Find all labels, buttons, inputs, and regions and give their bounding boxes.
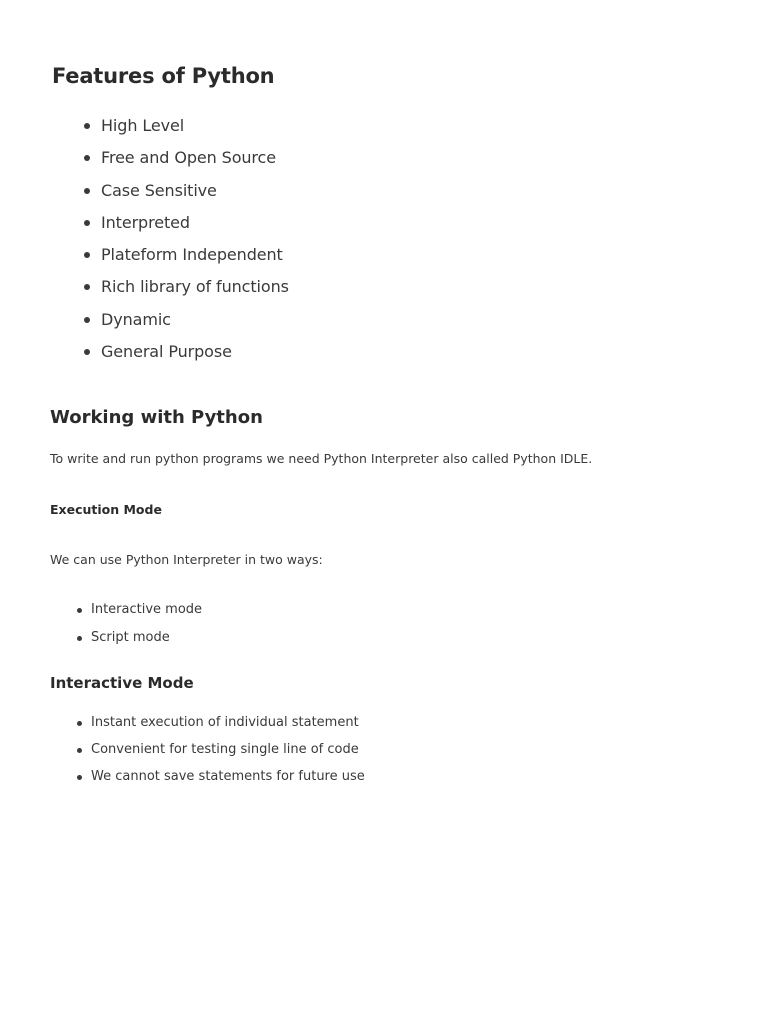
working-heading: Working with Python: [50, 407, 263, 428]
list-item: [0, 739, 365, 766]
bullet-icon: [84, 349, 90, 355]
list-item: [0, 177, 289, 209]
bullet-icon: [84, 188, 90, 194]
bullet-icon: [77, 721, 82, 726]
interactive-mode-heading: Interactive Mode: [50, 674, 194, 692]
list-item: [0, 627, 202, 655]
list-item: [0, 241, 289, 273]
list-item: [0, 144, 289, 176]
modes-list: [0, 599, 202, 654]
execution-ways-paragraph: We can use Python Interpreter in two ways:: [50, 552, 323, 567]
list-item-text: We cannot save statements for future use: [91, 769, 365, 784]
bullet-icon: [84, 155, 90, 161]
bullet-icon: [77, 636, 82, 641]
list-item-text: General Purpose: [101, 342, 232, 362]
list-item: [0, 599, 202, 627]
bullet-icon: [77, 748, 82, 753]
list-item: [0, 766, 365, 793]
features-list: [0, 112, 289, 370]
bullet-icon: [84, 220, 90, 226]
execution-mode-heading: Execution Mode: [50, 502, 162, 517]
list-item-text: High Level: [101, 116, 185, 135]
bullet-icon: [77, 608, 82, 613]
list-item: [0, 306, 289, 338]
bullet-icon: [84, 284, 90, 290]
list-item-text: Dynamic: [101, 309, 171, 329]
list-item: [0, 712, 365, 739]
bullet-icon: [84, 317, 90, 323]
interactive-mode-list: [0, 712, 365, 793]
bullet-icon: [77, 775, 82, 780]
list-item-text: Plateform Independent: [101, 245, 283, 265]
list-item: [0, 338, 289, 370]
list-item: [0, 112, 289, 144]
list-item-text: Interactive mode: [91, 602, 203, 617]
list-item: [0, 273, 289, 305]
list-item-text: Script mode: [91, 629, 170, 645]
list-item-text: Free and Open Source: [101, 148, 277, 168]
features-heading: Features of Python: [52, 64, 275, 88]
list-item-text: Rich library of functions: [101, 277, 289, 297]
list-item-text: Interpreted: [101, 212, 190, 232]
bullet-icon: [84, 123, 90, 129]
list-item-text: Case Sensitive: [101, 180, 217, 200]
list-item-text: Instant execution of individual statement: [91, 715, 359, 730]
list-item: [0, 209, 289, 241]
working-intro-paragraph: To write and run python programs we need Python Interpreter also called Python IDLE.: [50, 451, 593, 466]
bullet-icon: [84, 252, 90, 258]
list-item-text: Convenient for testing single line of code: [91, 742, 359, 757]
